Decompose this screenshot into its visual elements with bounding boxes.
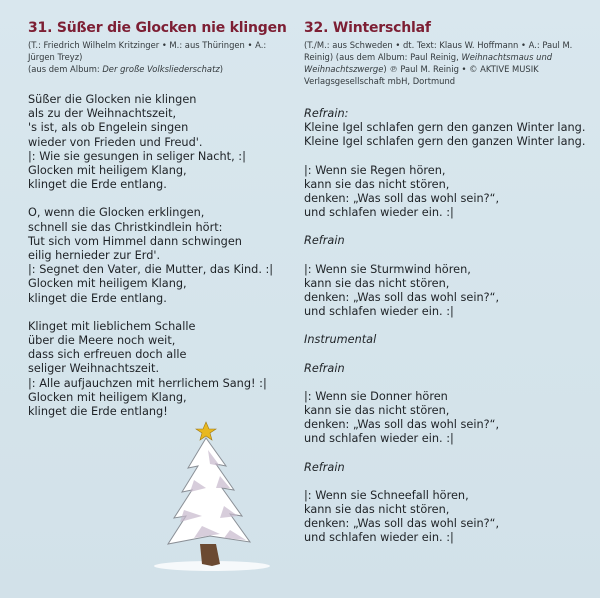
stanza-2: [28, 206, 286, 305]
song-31-title: 31. Süßer die Glocken nie klingen: [28, 20, 287, 36]
lyric-line: über die Meere noch weit,: [28, 334, 176, 348]
lyric-line: |: Wie sie gesungen in seliger Nacht, :|: [28, 149, 246, 163]
lyric-line: und schlafen wieder ein. :|: [304, 206, 454, 220]
song-32-title: 32. Winterschlaf: [304, 20, 431, 36]
lyric-line: kann sie das nicht stören,: [304, 503, 450, 517]
song-32-credit-text: [304, 39, 594, 87]
lyric-line: |: Wenn sie Donner hören: [304, 389, 448, 403]
credit-part-a: (T./M.: aus Schweden • dt. Text: Klaus W. Hoffmann • A.: Paul M. Reinig) (aus dem Album: Paul Reinig,: [304, 40, 573, 62]
refrain-label: Refrain: [304, 460, 345, 474]
song-31-album-line: [28, 63, 286, 75]
verse-3: [304, 390, 594, 447]
lyric-line: denken: „Was soll das wohl sein?“,: [304, 291, 500, 305]
lyric-line: wieder von Frieden und Freud'.: [28, 135, 203, 149]
song-31-column: [28, 20, 286, 419]
lyric-line: Klinget mit lieblichem Schalle: [28, 319, 196, 333]
lyric-line: Tut sich vom Himmel dann schwingen: [28, 234, 242, 248]
song-32-column: [304, 20, 594, 546]
lyric-line: |: Segnet den Vater, die Mutter, das Kind. :|: [28, 263, 274, 277]
lyric-line: als zu der Weihnachtszeit,: [28, 107, 177, 121]
refrain-label: Refrain: [304, 361, 345, 375]
lyric-line: kann sie das nicht stören,: [304, 276, 450, 290]
lyric-line: schnell sie das Christkindlein hört:: [28, 220, 223, 234]
lyric-line: |: Wenn sie Regen hören,: [304, 163, 446, 177]
stanza-1: [28, 93, 286, 192]
credit-album: Weihnachtsmaus und Weihnachtszwerge: [304, 52, 553, 74]
lyric-line: kann sie das nicht stören,: [304, 404, 450, 418]
song-31-lyrics: [28, 93, 286, 419]
song-31-credit-line: (T.: Friedrich Wilhelm Kritzinger • M.: aus Thüringen • A.: Jürgen Treyz): [28, 40, 267, 62]
song-31-credits: [28, 39, 286, 75]
lyric-line: Glocken mit heiligem Klang,: [28, 277, 187, 291]
lyric-line: denken: „Was soll das wohl sein?“,: [304, 192, 500, 206]
lyric-line: Glocken mit heiligem Klang,: [28, 164, 187, 178]
lyric-line: und schlafen wieder ein. :|: [304, 531, 454, 545]
tree-trunk: [200, 544, 220, 566]
verse-4: [304, 489, 594, 546]
lyric-line: Kleine Igel schlafen gern den ganzen Winter lang.: [304, 121, 586, 135]
lyric-line: |: Wenn sie Schneefall hören,: [304, 488, 469, 502]
verse-2: [304, 263, 594, 320]
verse-1: [304, 164, 594, 221]
refrain-block: [304, 107, 594, 150]
lyric-line: O, wenn die Glocken erklingen,: [28, 206, 205, 220]
song-32-lyrics: [304, 107, 594, 546]
lyric-line: und schlafen wieder ein. :|: [304, 432, 454, 446]
lyric-line: kann sie das nicht stören,: [304, 177, 450, 191]
refrain-marker-1: [304, 234, 594, 248]
lyric-line: und schlafen wieder ein. :|: [304, 305, 454, 319]
lyric-line: Glocken mit heiligem Klang,: [28, 390, 187, 404]
song-32-credits: [304, 39, 594, 87]
lyric-line: dass sich erfreuen doch alle: [28, 348, 187, 362]
credit-part-b: ) ℗ Paul M. Reinig • © AKTIVE MUSIK Verlagsgesellschaft mbH, Dortmund: [304, 64, 539, 86]
lyric-line: klinget die Erde entlang.: [28, 291, 167, 305]
lyric-line: |: Alle aufjauchzen mit herrlichem Sang! :|: [28, 376, 267, 390]
stanza-3: [28, 320, 286, 419]
album-name: Der große Volksliederschatz: [102, 64, 220, 74]
album-suffix: ): [219, 64, 224, 74]
lyric-line: eilig hernieder zur Erd'.: [28, 249, 161, 263]
lyric-line: Kleine Igel schlafen gern den ganzen Winter lang.: [304, 135, 586, 149]
album-prefix: (aus dem Album:: [28, 64, 103, 74]
lyric-line: denken: „Was soll das wohl sein?“,: [304, 517, 500, 531]
christmas-tree-illustration: [150, 418, 290, 578]
instrumental-marker: [304, 333, 594, 347]
lyric-line: Süßer die Glocken nie klingen: [28, 93, 197, 106]
refrain-marker-2: [304, 362, 594, 376]
refrain-label: Refrain: [304, 234, 345, 248]
instrumental-label: Instrumental: [304, 333, 377, 347]
lyric-line: seliger Weihnachtszeit.: [28, 362, 160, 376]
lyric-line: denken: „Was soll das wohl sein?“,: [304, 418, 500, 432]
refrain-marker-3: [304, 461, 594, 475]
lyric-line: |: Wenn sie Sturmwind hören,: [304, 262, 471, 276]
lyric-line: 's ist, als ob Engelein singen: [28, 121, 189, 135]
lyric-line: klinget die Erde entlang.: [28, 178, 167, 192]
lyric-line: klinget die Erde entlang!: [28, 405, 168, 419]
refrain-label: Refrain:: [304, 107, 349, 120]
